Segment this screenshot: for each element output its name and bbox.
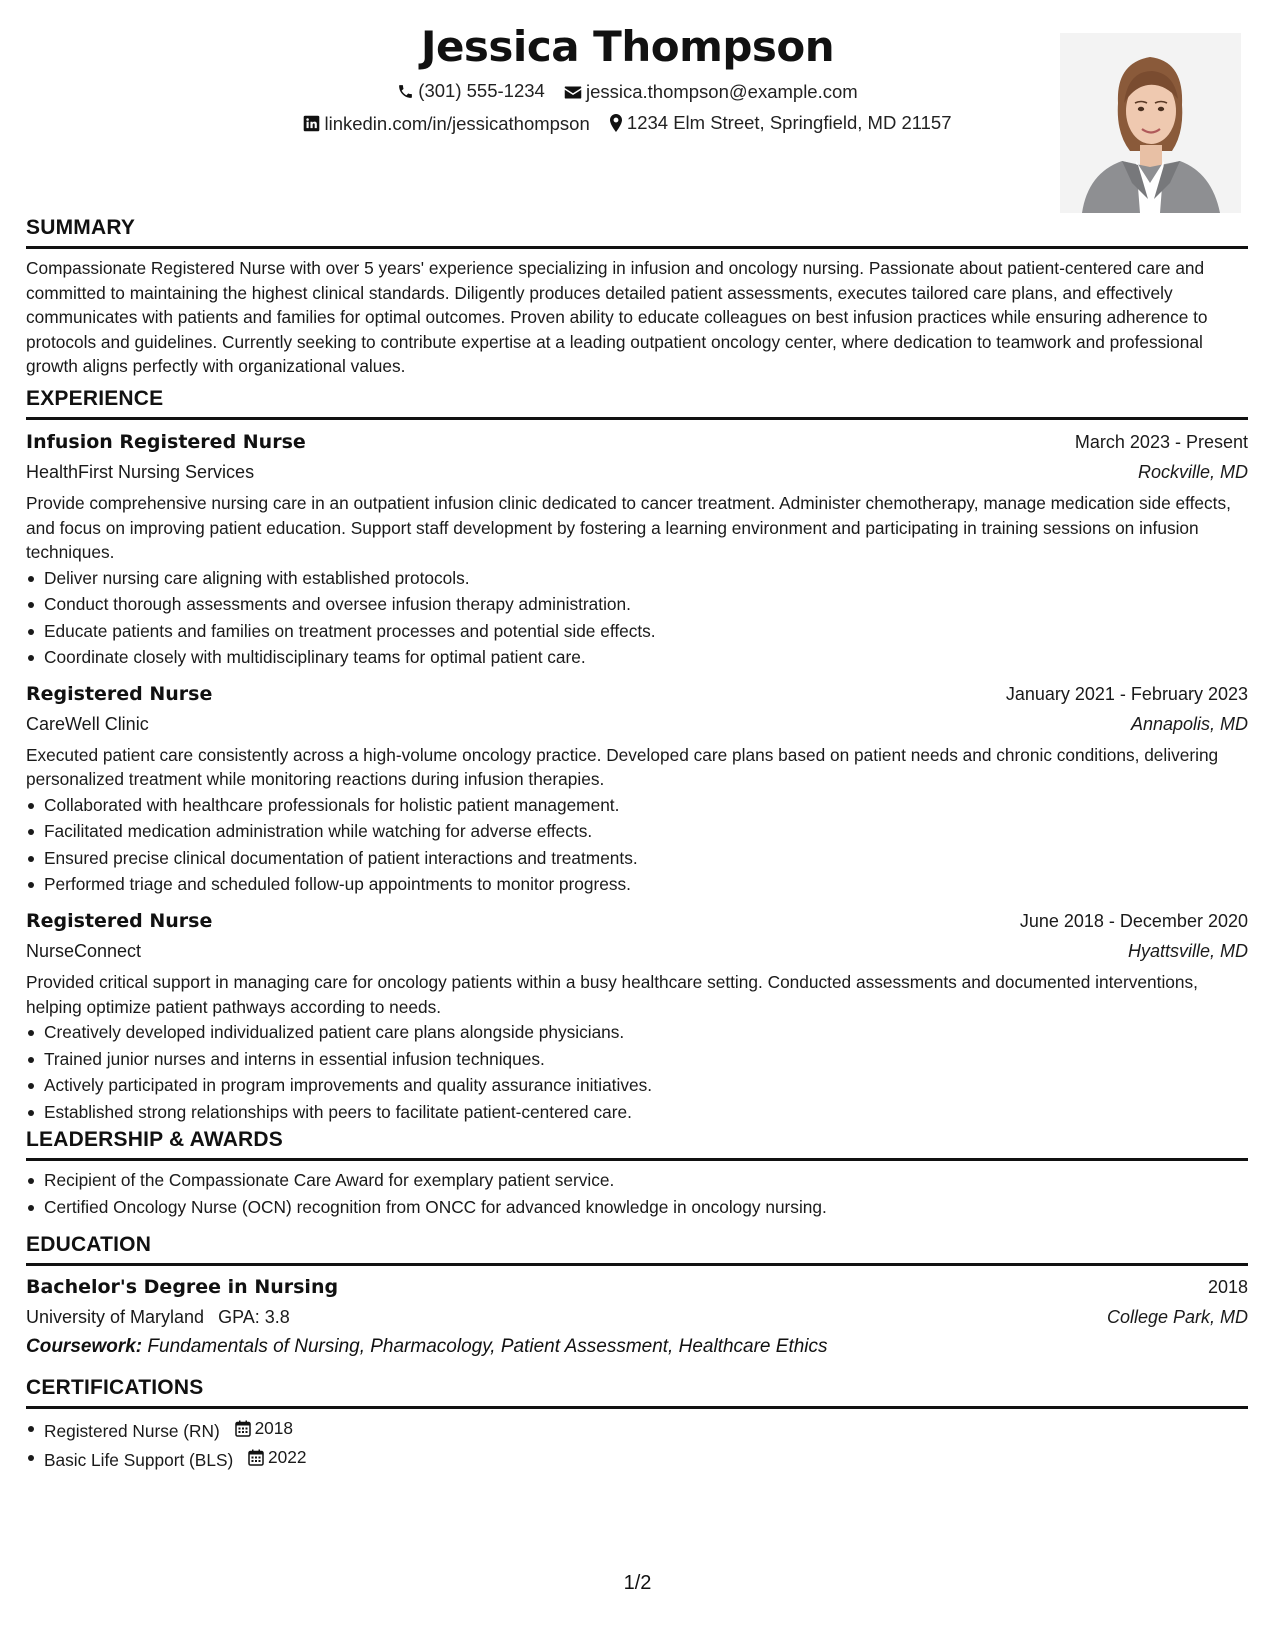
job-bullets [26,792,1248,898]
education-section [26,1233,1248,1362]
list-item: Educate patients and families on treatment processes and potential side effects. [26,618,1248,645]
job-location: Hyattsville, MD [1127,940,1248,961]
certification-date [248,1444,306,1471]
certifications-section [26,1376,1248,1474]
job-location: Annapolis, MD [1130,713,1248,734]
section-title-awards: LEADERSHIP & AWARDS [26,1128,1248,1161]
candidate-name: Jessica Thompson [420,22,835,71]
calendar-icon [248,1449,264,1466]
contact-email[interactable] [564,81,858,103]
email-text: jessica.thompson@example.com [585,81,858,102]
calendar-icon [235,1420,251,1437]
list-item: Actively participated in program improvements and quality assurance initiatives. [26,1072,1248,1099]
certifications-list [26,1415,1248,1474]
summary-section [26,216,1248,379]
page-number: 1/2 [623,1572,652,1594]
job-bullets [26,565,1248,671]
certification-name: Registered Nurse (RN) [44,1420,220,1441]
linkedin-text: linkedin.com/in/jessicathompson [324,112,590,134]
section-title-education: EDUCATION [26,1233,1248,1266]
list-item: Conduct thorough assessments and oversee infusion therapy administration. [26,591,1248,618]
job-date: June 2018 - December 2020 [1019,910,1248,931]
awards-section [26,1128,1248,1220]
certification-date [235,1415,293,1442]
address-text: 1234 Elm Street, Springfield, MD 21157 [626,112,952,133]
envelope-icon [564,85,582,100]
summary-text: Compassionate Registered Nurse with over 5 years' experience specializing in infusion and oncology nursing. Passionate about patient-centered care and committed to maintaining the highest clinical standards. Diligently produces detailed patient assessments, executes tailored care plans, and effectively communicates with patients and families for optimal outcomes. Proven ability to educate colleagues on best infusion practices while ensuring adherence to protocols and guidelines. Currently seeking to contribute expertise at a leading outpatient oncology center, where dedication to teamwork and professional growth aligns perfectly with organizational values. [26,258,1208,377]
certification-year: 2022 [268,1447,307,1468]
job-date: March 2023 - Present [1074,432,1248,452]
job-entry [26,906,1248,1125]
list-item [26,1444,1248,1473]
list-item: Established strong relationships with peers to facilitate patient-centered care. [26,1099,1248,1126]
list-item: Recipient of the Compassionate Care Award for exemplary patient service. [26,1167,1248,1194]
list-item: Collaborated with healthcare professionals for holistic patient management. [26,792,1248,819]
phone-text: (301) 555-1234 [418,80,545,101]
job-title: Registered Nurse [26,682,213,705]
job-description: Provided critical support in managing care for oncology patients within a busy healthcare setting. Conducted assessments and documented interventions, helping optimize patient pathways according to needs. [26,971,1198,1017]
list-item: Trained junior nurses and interns in essential infusion techniques. [26,1046,1248,1073]
job-bullets [26,1019,1248,1125]
list-item [26,1415,1248,1444]
list-item: Ensured precise clinical documentation of patient interactions and treatments. [26,845,1248,872]
graduation-year: 2018 [1207,1277,1248,1297]
job-company: CareWell Clinic [26,713,149,734]
map-pin-icon [609,114,623,132]
degree-title: Bachelor's Degree in Nursing [26,1276,339,1298]
linkedin-icon [303,115,320,132]
list-item: Deliver nursing care aligning with established protocols. [26,565,1248,592]
list-item: Facilitated medication administration while watching for adverse effects. [26,818,1248,845]
section-title-summary: SUMMARY [26,216,1248,249]
coursework-label: Coursework: [26,1336,143,1357]
job-date: January 2021 - February 2023 [1005,683,1248,704]
school-line [26,1302,290,1332]
contact-linkedin[interactable] [303,113,589,135]
school-name: University of Maryland [26,1307,205,1327]
coursework-list: Fundamentals of Nursing, Pharmacology, Patient Assessment, Healthcare Ethics [147,1336,828,1357]
list-item: Certified Oncology Nurse (OCN) recognition from ONCC for advanced knowledge in oncology nursing. [26,1194,1248,1221]
awards-list [26,1167,1248,1220]
certification-name: Basic Life Support (BLS) [44,1450,234,1470]
job-entry [26,427,1248,671]
list-item: Performed triage and scheduled follow-up appointments to monitor progress. [26,871,1248,898]
contact-address [609,112,952,134]
certification-year: 2018 [254,1418,294,1438]
contact-phone [397,80,545,102]
job-title: Registered Nurse [26,909,213,932]
school-location: College Park, MD [1106,1307,1248,1327]
job-description: Provide comprehensive nursing care in an outpatient infusion clinic dedicated to cancer treatment. Administer chemotherapy, manage medication side effects, and focus on improving patient education. Support staff development by fostering a learning environment and participating in training sessions on infusion techniques. [26,493,1231,563]
phone-icon [397,83,414,100]
section-title-experience: EXPERIENCE [26,387,1248,420]
profile-photo [1060,33,1241,213]
list-item: Coordinate closely with multidisciplinary teams for optimal patient care. [26,644,1248,671]
section-title-certifications: CERTIFICATIONS [26,1376,1248,1409]
coursework [26,1332,1248,1362]
list-item: Creatively developed individualized patient care plans alongside physicians. [26,1019,1248,1046]
job-description: Executed patient care consistently across a high-volume oncology practice. Developed care plans based on patient needs and chronic conditions, delivering personalized treatment while monitoring reactions during infusion therapies. [26,744,1219,790]
job-company: NurseConnect [26,940,142,961]
job-title: Infusion Registered Nurse [26,431,306,453]
job-entry [26,679,1248,898]
job-company: HealthFirst Nursing Services [26,462,255,482]
gpa: GPA: 3.8 [218,1307,290,1327]
job-location: Rockville, MD [1137,462,1248,482]
experience-section [26,387,1248,1125]
